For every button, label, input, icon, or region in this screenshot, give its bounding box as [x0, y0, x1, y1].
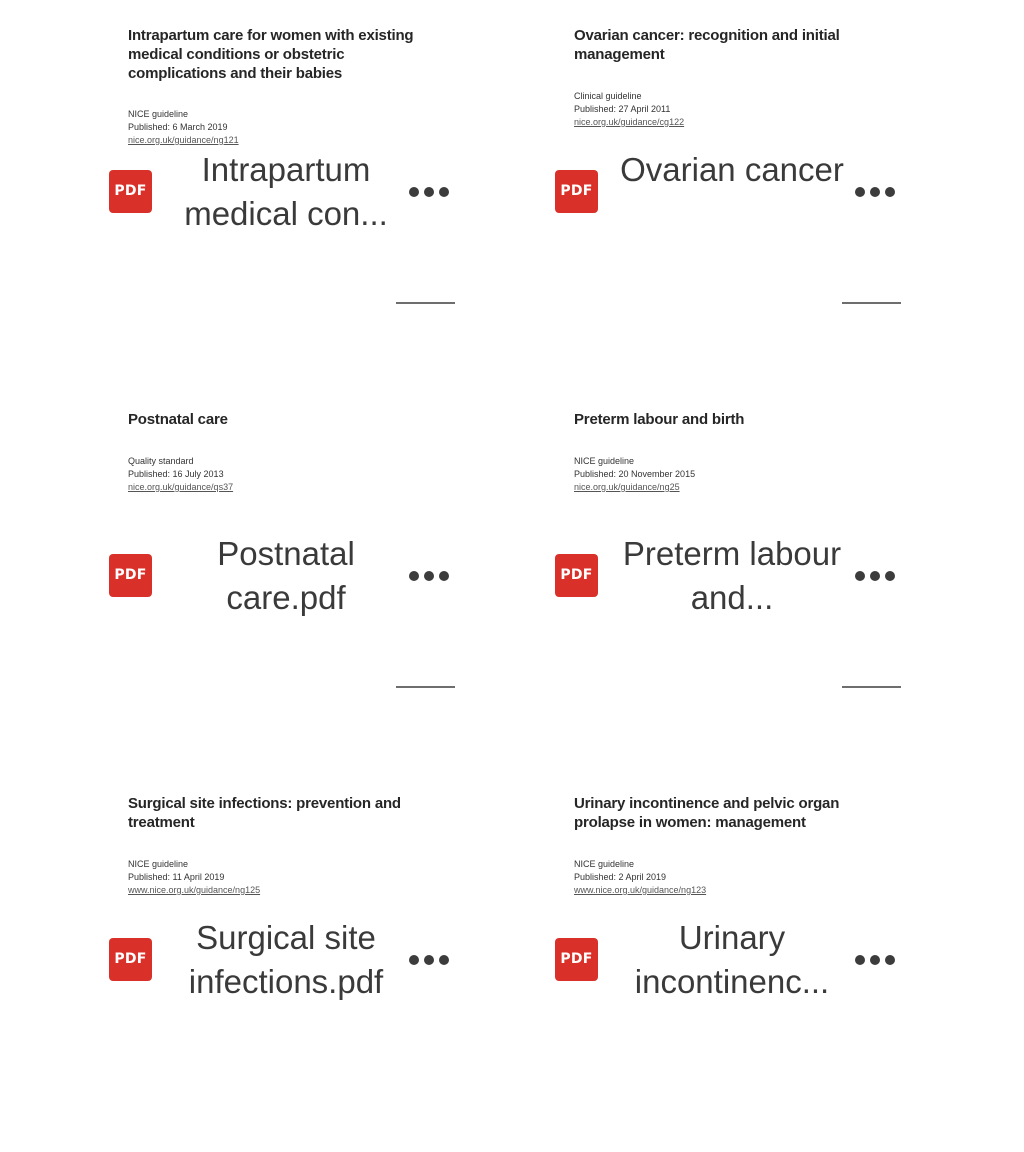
file-name[interactable]: Intrapartum medical con...	[184, 151, 388, 232]
file-card-preterm-labour[interactable]	[555, 384, 1001, 768]
document-meta	[128, 858, 388, 897]
document-meta	[574, 858, 834, 897]
document-thumbnail[interactable]	[119, 768, 479, 895]
document-url: www.nice.org.uk/guidance/ng125	[128, 885, 261, 895]
document-title: Urinary incontinence and pelvic organ prolapse in women: management	[574, 795, 840, 831]
pdf-icon: PDF	[555, 938, 598, 981]
document-type: NICE guideline	[128, 109, 189, 119]
document-url: nice.org.uk/guidance/cg122	[574, 117, 685, 127]
document-title: Ovarian cancer: recognition and initial management	[574, 27, 840, 63]
pdf-icon: PDF	[109, 938, 152, 981]
file-name[interactable]: Surgical site infections.pdf	[188, 919, 384, 1000]
document-title: Intrapartum care for women with existing medical conditions or obstetric complications and their babies	[128, 27, 414, 82]
more-options-icon[interactable]	[855, 180, 895, 204]
document-meta	[128, 108, 388, 147]
more-options-icon[interactable]	[855, 948, 895, 972]
more-options-icon[interactable]	[409, 564, 449, 588]
pdf-icon: PDF	[109, 170, 152, 213]
document-published: Published: 20 November 2015	[574, 469, 696, 479]
document-thumbnail[interactable]	[565, 0, 925, 127]
pdf-icon: PDF	[109, 554, 152, 597]
document-title: Surgical site infections: prevention and treatment	[128, 795, 401, 831]
divider	[396, 686, 455, 688]
document-thumbnail[interactable]	[119, 0, 479, 145]
document-thumbnail[interactable]	[565, 384, 925, 494]
document-thumbnail[interactable]	[119, 384, 479, 494]
document-published: Published: 11 April 2019	[128, 872, 225, 882]
document-type: NICE guideline	[128, 859, 189, 869]
document-type: NICE guideline	[574, 456, 635, 466]
pdf-icon: PDF	[555, 554, 598, 597]
divider	[396, 302, 455, 304]
file-card-intrapartum[interactable]	[109, 0, 555, 384]
document-thumbnail[interactable]	[565, 768, 925, 895]
document-title: Preterm labour and birth	[574, 411, 745, 428]
document-published: Published: 27 April 2011	[574, 104, 671, 114]
document-url: nice.org.uk/guidance/qs37	[128, 482, 234, 492]
document-title: Postnatal care	[128, 411, 228, 428]
divider	[842, 686, 901, 688]
more-options-icon[interactable]	[409, 948, 449, 972]
file-name[interactable]: Ovarian cancer	[620, 151, 844, 188]
document-type: NICE guideline	[574, 859, 635, 869]
file-card-surgical-site-infections[interactable]	[109, 768, 555, 1152]
file-card-ovarian-cancer[interactable]	[555, 0, 1001, 384]
file-card-urinary-incontinence[interactable]	[555, 768, 1001, 1152]
more-options-icon[interactable]	[409, 180, 449, 204]
document-published: Published: 2 April 2019	[574, 872, 667, 882]
more-options-icon[interactable]	[855, 564, 895, 588]
document-published: Published: 16 July 2013	[128, 469, 224, 479]
document-published: Published: 6 March 2019	[128, 122, 228, 132]
document-type: Clinical guideline	[574, 91, 642, 101]
document-url: nice.org.uk/guidance/ng121	[128, 135, 239, 145]
document-url: www.nice.org.uk/guidance/ng123	[574, 885, 707, 895]
document-meta	[128, 455, 388, 494]
file-card-postnatal-care[interactable]	[109, 384, 555, 768]
file-name[interactable]: Urinary incontinenc...	[634, 919, 830, 1000]
file-name[interactable]: Preterm labour and...	[622, 535, 842, 616]
divider	[842, 302, 901, 304]
document-type: Quality standard	[128, 456, 194, 466]
document-meta	[574, 90, 834, 129]
pdf-icon: PDF	[555, 170, 598, 213]
document-url: nice.org.uk/guidance/ng25	[574, 482, 680, 492]
document-meta	[574, 455, 834, 494]
file-name[interactable]: Postnatal care.pdf	[217, 535, 355, 616]
